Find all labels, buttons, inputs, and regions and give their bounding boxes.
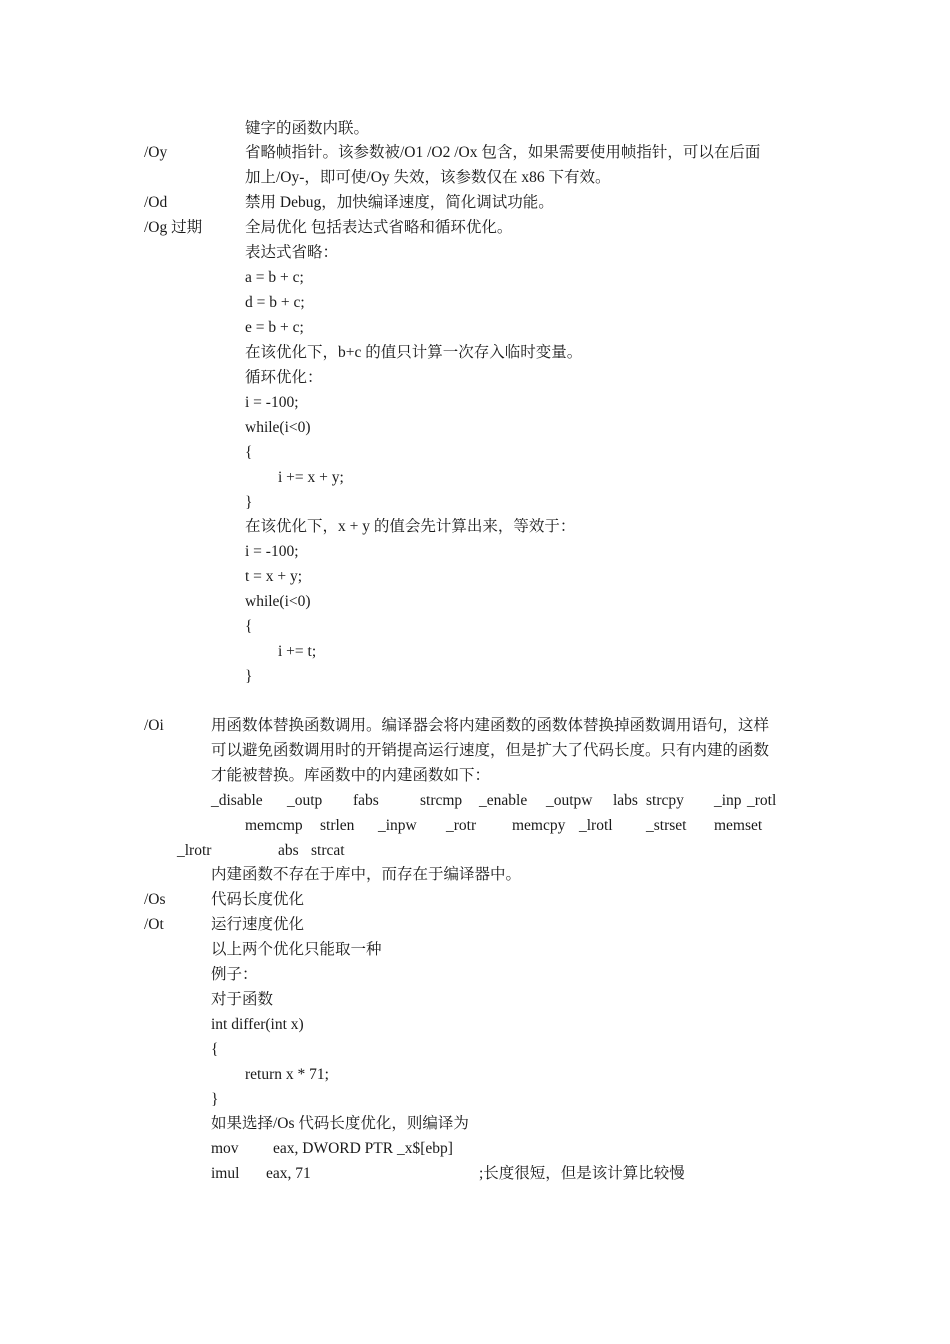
switch-oy: /Oy — [144, 144, 168, 161]
intrinsic-function: _strset — [646, 817, 687, 834]
text-line: 在该优化下，b+c 的值只计算一次存入临时变量。 — [245, 344, 583, 361]
intrinsic-function: strlen — [320, 817, 355, 834]
code-line: { — [245, 618, 253, 635]
asm-operand: eax, 71 — [266, 1165, 311, 1182]
oi-description-line2: 可以避免函数调用时的开销提高运行速度，但是扩大了代码长度。只有内建的函数 — [211, 742, 770, 759]
intrinsic-function: memcpy — [512, 817, 566, 834]
od-description: 禁用 Debug，加快编译速度，简化调试功能。 — [245, 194, 554, 211]
intrinsic-function: _outpw — [546, 792, 593, 809]
ot-description: 运行速度优化 — [211, 916, 305, 933]
code-line: i += x + y; — [278, 469, 344, 486]
intrinsic-function: _rotl — [747, 792, 777, 809]
intrinsic-function: strcmp — [420, 792, 463, 809]
code-line: { — [211, 1041, 219, 1058]
code-line: } — [245, 668, 253, 685]
switch-og: /Og 过期 — [144, 219, 203, 236]
asm-opcode: mov — [211, 1140, 239, 1157]
os-description: 代码长度优化 — [211, 891, 305, 908]
code-line: while(i<0) — [245, 419, 311, 436]
intrinsic-function: _inpw — [378, 817, 417, 834]
switch-ot: /Ot — [144, 916, 164, 933]
asm-operand: eax, DWORD PTR _x$[ebp] — [273, 1140, 453, 1157]
og-description: 全局优化 包括表达式省略和循环优化。 — [245, 219, 513, 236]
text-line: 循环优化： — [245, 369, 323, 386]
text-line: 对于函数 — [211, 991, 274, 1008]
oy-description-line1: 省略帧指针。该参数被/O1 /O2 /Ox 包含，如果需要使用帧指针，可以在后面 — [245, 144, 761, 161]
text-line: 在该优化下，x + y 的值会先计算出来，等效于： — [245, 518, 576, 535]
switch-oi: /Oi — [144, 717, 164, 734]
code-line: d = b + c; — [245, 294, 305, 311]
text-line: 键字的函数内联。 — [245, 120, 370, 137]
intrinsic-function: abs — [278, 842, 299, 859]
intrinsic-function: _lrotr — [177, 842, 212, 859]
intrinsic-function: labs — [613, 792, 638, 809]
code-line: a = b + c; — [245, 269, 304, 286]
text-line: 表达式省略： — [245, 244, 339, 261]
intrinsic-function: _enable — [479, 792, 528, 809]
code-line: { — [245, 444, 253, 461]
text-line: 例子： — [211, 966, 258, 983]
asm-opcode: imul — [211, 1165, 240, 1182]
intrinsic-function: _lrotl — [579, 817, 613, 834]
asm-comment: ;长度很短，但是该计算比较慢 — [479, 1165, 685, 1182]
intrinsic-function: memcmp — [245, 817, 303, 834]
code-line: i = -100; — [245, 394, 299, 411]
code-line: int differ(int x) — [211, 1016, 304, 1033]
intrinsic-function: _disable — [211, 792, 263, 809]
intrinsic-function: _outp — [287, 792, 323, 809]
code-line: } — [211, 1091, 219, 1108]
code-line: while(i<0) — [245, 593, 311, 610]
code-line: i = -100; — [245, 543, 299, 560]
intrinsic-function: fabs — [353, 792, 379, 809]
oi-description-line3: 才能被替换。库函数中的内建函数如下： — [211, 767, 491, 784]
code-line: e = b + c; — [245, 319, 304, 336]
code-line: t = x + y; — [245, 568, 303, 585]
intrinsic-function: strcpy — [646, 792, 684, 809]
intrinsic-function: _inp — [714, 792, 742, 809]
switch-os: /Os — [144, 891, 166, 908]
text-line: 以上两个优化只能取一种 — [211, 941, 382, 958]
intrinsic-function: _rotr — [446, 817, 477, 834]
switch-od: /Od — [144, 194, 168, 211]
intrinsic-function: strcat — [311, 842, 345, 859]
oy-description-line2: 加上/Oy-，即可使/Oy 失效，该参数仅在 x86 下有效。 — [245, 169, 611, 186]
code-line: } — [245, 494, 253, 511]
code-line: return x * 71; — [245, 1066, 329, 1083]
intrinsic-function: memset — [714, 817, 763, 834]
code-line: i += t; — [278, 643, 317, 660]
text-line: 内建函数不存在于库中，而存在于编译器中。 — [211, 866, 522, 883]
oi-description-line1: 用函数体替换函数调用。编译器会将内建函数的函数体替换掉函数调用语句，这样 — [211, 717, 770, 734]
text-line: 如果选择/Os 代码长度优化，则编译为 — [211, 1115, 469, 1132]
